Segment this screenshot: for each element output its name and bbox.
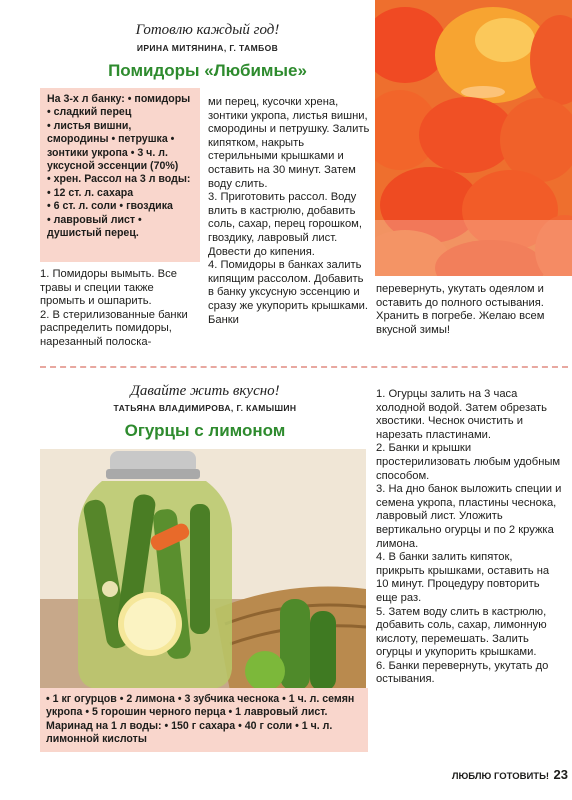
recipe1-column-3: перевернуть, укутать одеялом и оставить до полного остывания. Хранить в погребе. Желаю всем вкусной зимы!: [376, 283, 545, 336]
recipe2-ingredients: • 1 кг огурцов • 2 лимона • 3 зубчика чеснока • 1 ч. л. семян укропа • 5 горошин черного перца • 1 лавровый лист. Маринад на 1 л воды: • 150 г сахара • 40 г соли • 1 ч. л. лимонной кислоты: [46, 693, 355, 746]
tomatoes-illustration: [375, 0, 572, 276]
footer-strip: [0, 778, 572, 800]
magazine-name: ЛЮБЛЮ ГОТОВИТЬ!: [451, 771, 550, 782]
recipe2-author: ТАТЬЯНА ВЛАДИМИРОВА, Г. КАМЫШИН: [113, 403, 297, 413]
recipe1-author: ИРИНА МИТЯНИНА, Г. ТАМБОВ: [136, 43, 279, 53]
page-number: 23: [553, 767, 568, 782]
recipe-divider: [40, 366, 568, 368]
recipe1-column-2: ми перец, кусочки хрена, зонтики укропа, листья вишни, смородины и петрушку. Залить кипятком, накрыть стерильными крышками и оставить на 30 минут. Затем воду слить. 3. Приготовить рассол. Воду влить в кастрюлю, добавить соль, сахар, перец горошком, гвоздику, лавровый лист. Довести до кипения. 4. Помидоры в банках залить кипящим рассолом. Добавить в банку уксусную эссенцию и сразу же укупорить крышками. Банки: [208, 96, 370, 326]
recipe1-ingredients: На 3-х л банку: • помидоры • сладкий перец • листья вишни, смородины • петрушка • зонтики укропа • 3 ч. л. уксусной эссенции (70%) • хрен. Рассол на 3 л воды: • 12 ст. л. сахара • 6 ст. л. соли • гвоздика • лавровый лист • душистый перец.: [47, 93, 191, 240]
recipe1-ingredients-box: [40, 88, 200, 262]
tomatoes-photo: [375, 0, 572, 276]
cucumber-jar-illustration: [40, 449, 366, 691]
recipe2-title: Огурцы с лимоном: [124, 421, 286, 440]
watermark: PassionForum.ru: [503, 787, 564, 796]
recipe2-ingredients-box: [40, 688, 368, 752]
recipe2-motto: Давайте жить вкусно!: [130, 383, 280, 399]
recipe1-title: Помидоры «Любимые»: [108, 61, 307, 80]
recipe1-column-1: 1. Помидоры вымыть. Все травы и специи также промыть и ошпарить. 2. В стерилизованные банки распределить помидоры, нарезанный полоска-: [40, 268, 188, 348]
recipe1-motto: Готовлю каждый год!: [135, 22, 280, 38]
recipe2-steps: 1. Огурцы залить на 3 часа холодной водой. Затем обрезать хвостики. Чеснок очистить и нарезать пластинами. 2. Банки и крышки простерилизовать любым удобным способом. 3. На дно банок выложить специи и семена укропа, пластины чеснока, лавровый лист. Уложить вертикально огурцы и по 2 кружка лимона. 4. В банки залить кипяток, прикрыть крышками, оставить на 10 минут. Процедуру повторить еще раз. 5. Затем воду слить в кастрюлю, добавить соль, сахар, лимонную кислоту, перемешать. Залить огурцы и укупорить крышками. 6. Банки перевернуть, укутать до остывания.: [376, 388, 562, 686]
cucumbers-photo: [40, 449, 366, 691]
